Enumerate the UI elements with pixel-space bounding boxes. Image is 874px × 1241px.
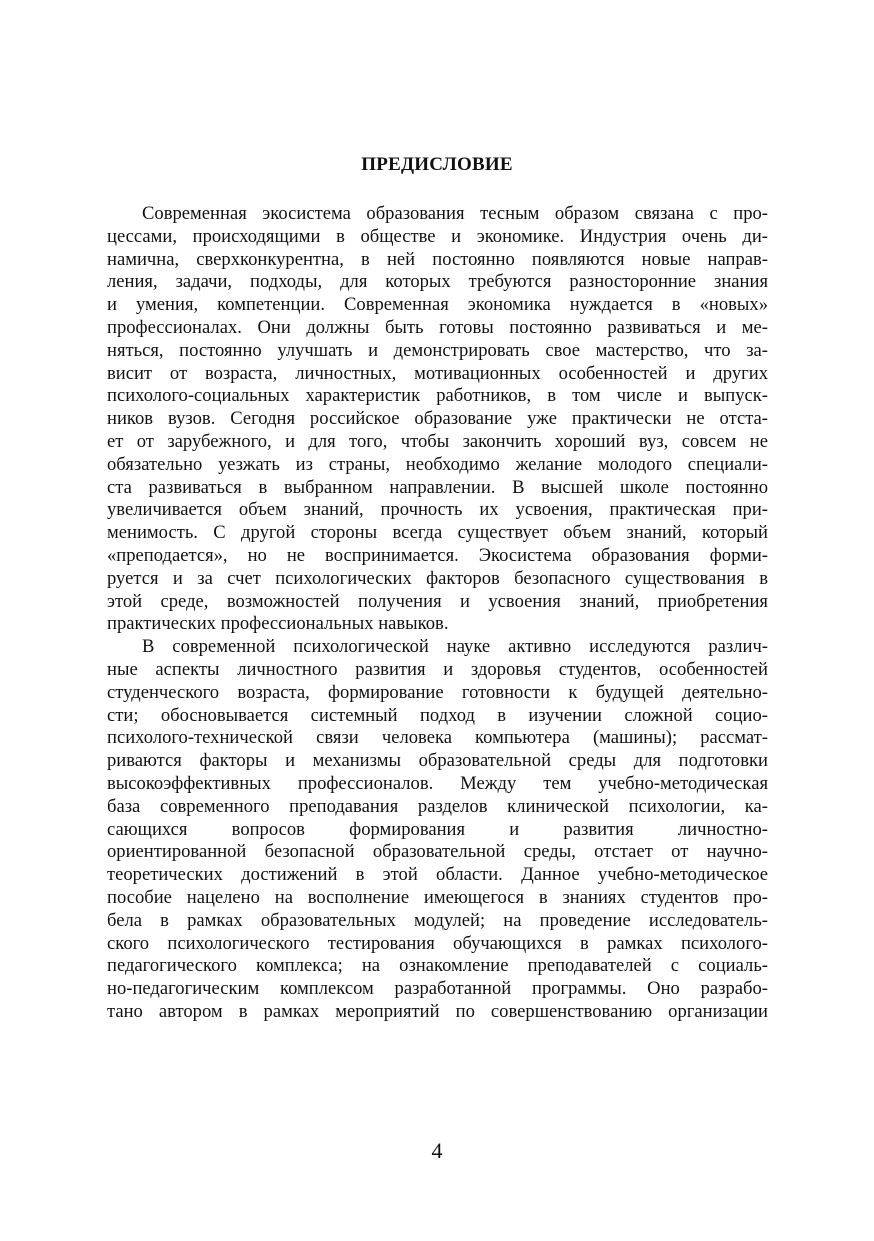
text-line: психолого-социальных характеристик работников, в том числе и выпуск- <box>107 385 768 407</box>
text-line: ет от зарубежного, и для того, чтобы закончить хороший вуз, совсем не <box>107 430 768 452</box>
text-line: «преподается», но не воспринимается. Экосистема образования форми- <box>107 544 768 566</box>
text-line: и умения, компетенции. Современная экономика нуждается в «новых» <box>107 294 768 316</box>
text-line: руется и за счет психологических факторов безопасного существования в <box>107 567 768 589</box>
text-line: практических профессиональных навыков. <box>107 613 449 635</box>
page-number: 4 <box>431 1138 443 1163</box>
text-line: педагогического комплекса; на ознакомление преподавателей с социаль- <box>107 955 768 977</box>
text-line: риваются факторы и механизмы образовательной среды для подготовки <box>107 750 768 772</box>
text-line: высокоэффективных профессионалов. Между тем учебно-методическая <box>107 772 768 794</box>
text-line: обязательно уезжать из страны, необходимо желание молодого специали- <box>107 453 768 475</box>
text-line: В современной психологической науке активно исследуются различ- <box>142 636 768 658</box>
text-line: ориентированной безопасной образовательной среды, отстает от научно- <box>107 841 768 863</box>
text-line: сти; обосновывается системный подход в изучении сложной социо- <box>107 704 768 726</box>
text-line: этой среде, возможностей получения и усвоения знаний, приобретения <box>107 590 768 612</box>
text-line: ные аспекты личностного развития и здоровья студентов, особенностей <box>107 658 768 680</box>
text-line: увеличивается объем знаний, прочность их усвоения, практическая при- <box>107 499 768 521</box>
text-line: менимость. С другой стороны всегда существует объем знаний, который <box>107 522 768 544</box>
text-line: ления, задачи, подходы, для которых требуются разносторонние знания <box>107 271 768 293</box>
text-line: Современная экосистема образования тесным образом связана с про- <box>142 203 768 224</box>
text-line: цессами, происходящими в обществе и экономике. Индустрия очень ди- <box>107 225 768 247</box>
text-line: профессионалах. Они должны быть готовы постоянно развиваться и ме- <box>107 316 768 338</box>
text-line: няться, постоянно улучшать и демонстрировать свое мастерство, что за- <box>107 339 768 361</box>
text-line: пособие нацелено на восполнение имеющегося в знаниях студентов про- <box>107 886 768 908</box>
text-line: ников вузов. Сегодня российское образование уже практически не отста- <box>107 408 768 430</box>
text-line: студенческого возраста, формирование готовности к будущей деятельно- <box>107 681 768 703</box>
text-line: намична, сверхконкурентна, в ней постоянно появляются новые направ- <box>107 248 768 270</box>
text-line: тано автором в рамках мероприятий по совершенствованию организации <box>107 1000 768 1022</box>
body-text <box>107 203 768 1024</box>
text-line: висит от возраста, личностных, мотивационных особенностей и других <box>107 362 768 384</box>
text-line: но-педагогическим комплексом разработанной программы. Оно разрабо- <box>107 978 768 1000</box>
text-line: теоретических достижений в этой области. Данное учебно-методическое <box>107 864 768 886</box>
paragraph-1 <box>107 203 768 636</box>
text-line: ского психологического тестирования обучающихся в рамках психолого- <box>107 932 768 954</box>
section-title: ПРЕДИСЛОВИЕ <box>361 154 513 175</box>
text-line: психолого-технической связи человека компьютера (машины); рассмат- <box>107 727 768 749</box>
text-line: сающихся вопросов формирования и развития личностно- <box>107 818 768 840</box>
text-line: база современного преподавания разделов клинической психологии, ка- <box>107 795 768 817</box>
text-line: бела в рамках образовательных модулей; на проведение исследователь- <box>107 909 768 931</box>
paragraph-2 <box>107 636 768 1024</box>
text-line: ста развиваться в выбранном направлении. В высшей школе постоянно <box>107 476 768 498</box>
